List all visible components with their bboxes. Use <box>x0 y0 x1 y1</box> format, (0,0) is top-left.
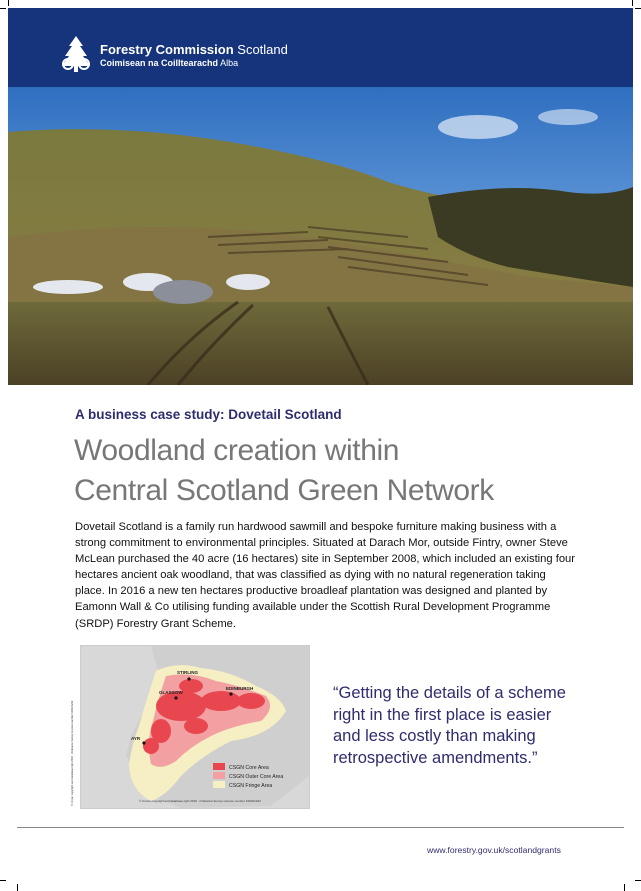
crop-mark <box>8 0 9 6</box>
map-label-ayr: AYR <box>131 736 141 741</box>
crop-mark <box>632 0 633 6</box>
title-line-2: Central Scotland Green Network <box>74 474 494 507</box>
map-side-note <box>66 656 76 806</box>
svg-text:© Crown copyright and database: © Crown copyright and database right 2016 . Ordnance Survey Licence number 100021242 <box>71 700 74 806</box>
legend-outer: CSGN Outer Core Area <box>229 774 284 780</box>
legend-swatch-outer <box>213 772 225 779</box>
crop-mark <box>17 884 18 891</box>
hillside-planting-photo <box>8 87 633 385</box>
tree-logo-icon <box>56 34 96 74</box>
page-title <box>74 431 494 511</box>
crop-mark <box>0 8 6 9</box>
map-label-edinburgh: EDINBURGH <box>226 686 254 691</box>
legend-fringe: CSGN Fringe Area <box>229 783 273 789</box>
legend-swatch-fringe <box>213 781 225 788</box>
crop-mark <box>0 880 6 881</box>
crop-mark <box>624 884 625 891</box>
footer-divider <box>17 827 624 828</box>
body-paragraph: Dovetail Scotland is a family run hardwood sawmill and bespoke furniture making business with a strong commitment to environmental principles. Situated at Darach Mor, outside Fintry, owner Steve McLean purchased the 40 acre (16 hectares) site in September 2008, which included an existing four hectares ancient oak woodland, that was classified as dying with no natural regeneration taking place. In 2016 a new ten hectares productive broadleaf plantation was designed and planted by Eamonn Wall & Co utilising funding available under the Scottish Rural Development Programme (SRDP) Forestry Grant Scheme. <box>75 521 576 630</box>
org-name-gaelic: Coimisean na Coilltearachd Alba <box>100 58 239 68</box>
org-name: Forestry Commission Scotland <box>100 42 288 57</box>
map-label-glasgow: GLASGOW <box>159 690 183 695</box>
case-study-kicker: A business case study: Dovetail Scotland <box>75 407 342 422</box>
footer-url-link[interactable]: www.forestry.gov.uk/scotlandgrants <box>427 845 561 855</box>
legend-core: CSGN Core Area <box>229 765 269 771</box>
map-copyright: © Crown copyright and database right 2016 . Ordnance Survey Licence number 100021242 <box>139 799 261 803</box>
crop-mark <box>635 880 641 881</box>
csgn-map <box>80 645 310 809</box>
map-label-stirling: STIRLING <box>177 670 198 675</box>
title-line-1: Woodland creation within <box>74 434 400 467</box>
crop-mark <box>635 8 641 9</box>
legend-swatch-core <box>213 763 225 770</box>
pull-quote: “Getting the details of a scheme right in the first place is easier and less costly than making retrospective amendments.” <box>333 684 566 767</box>
